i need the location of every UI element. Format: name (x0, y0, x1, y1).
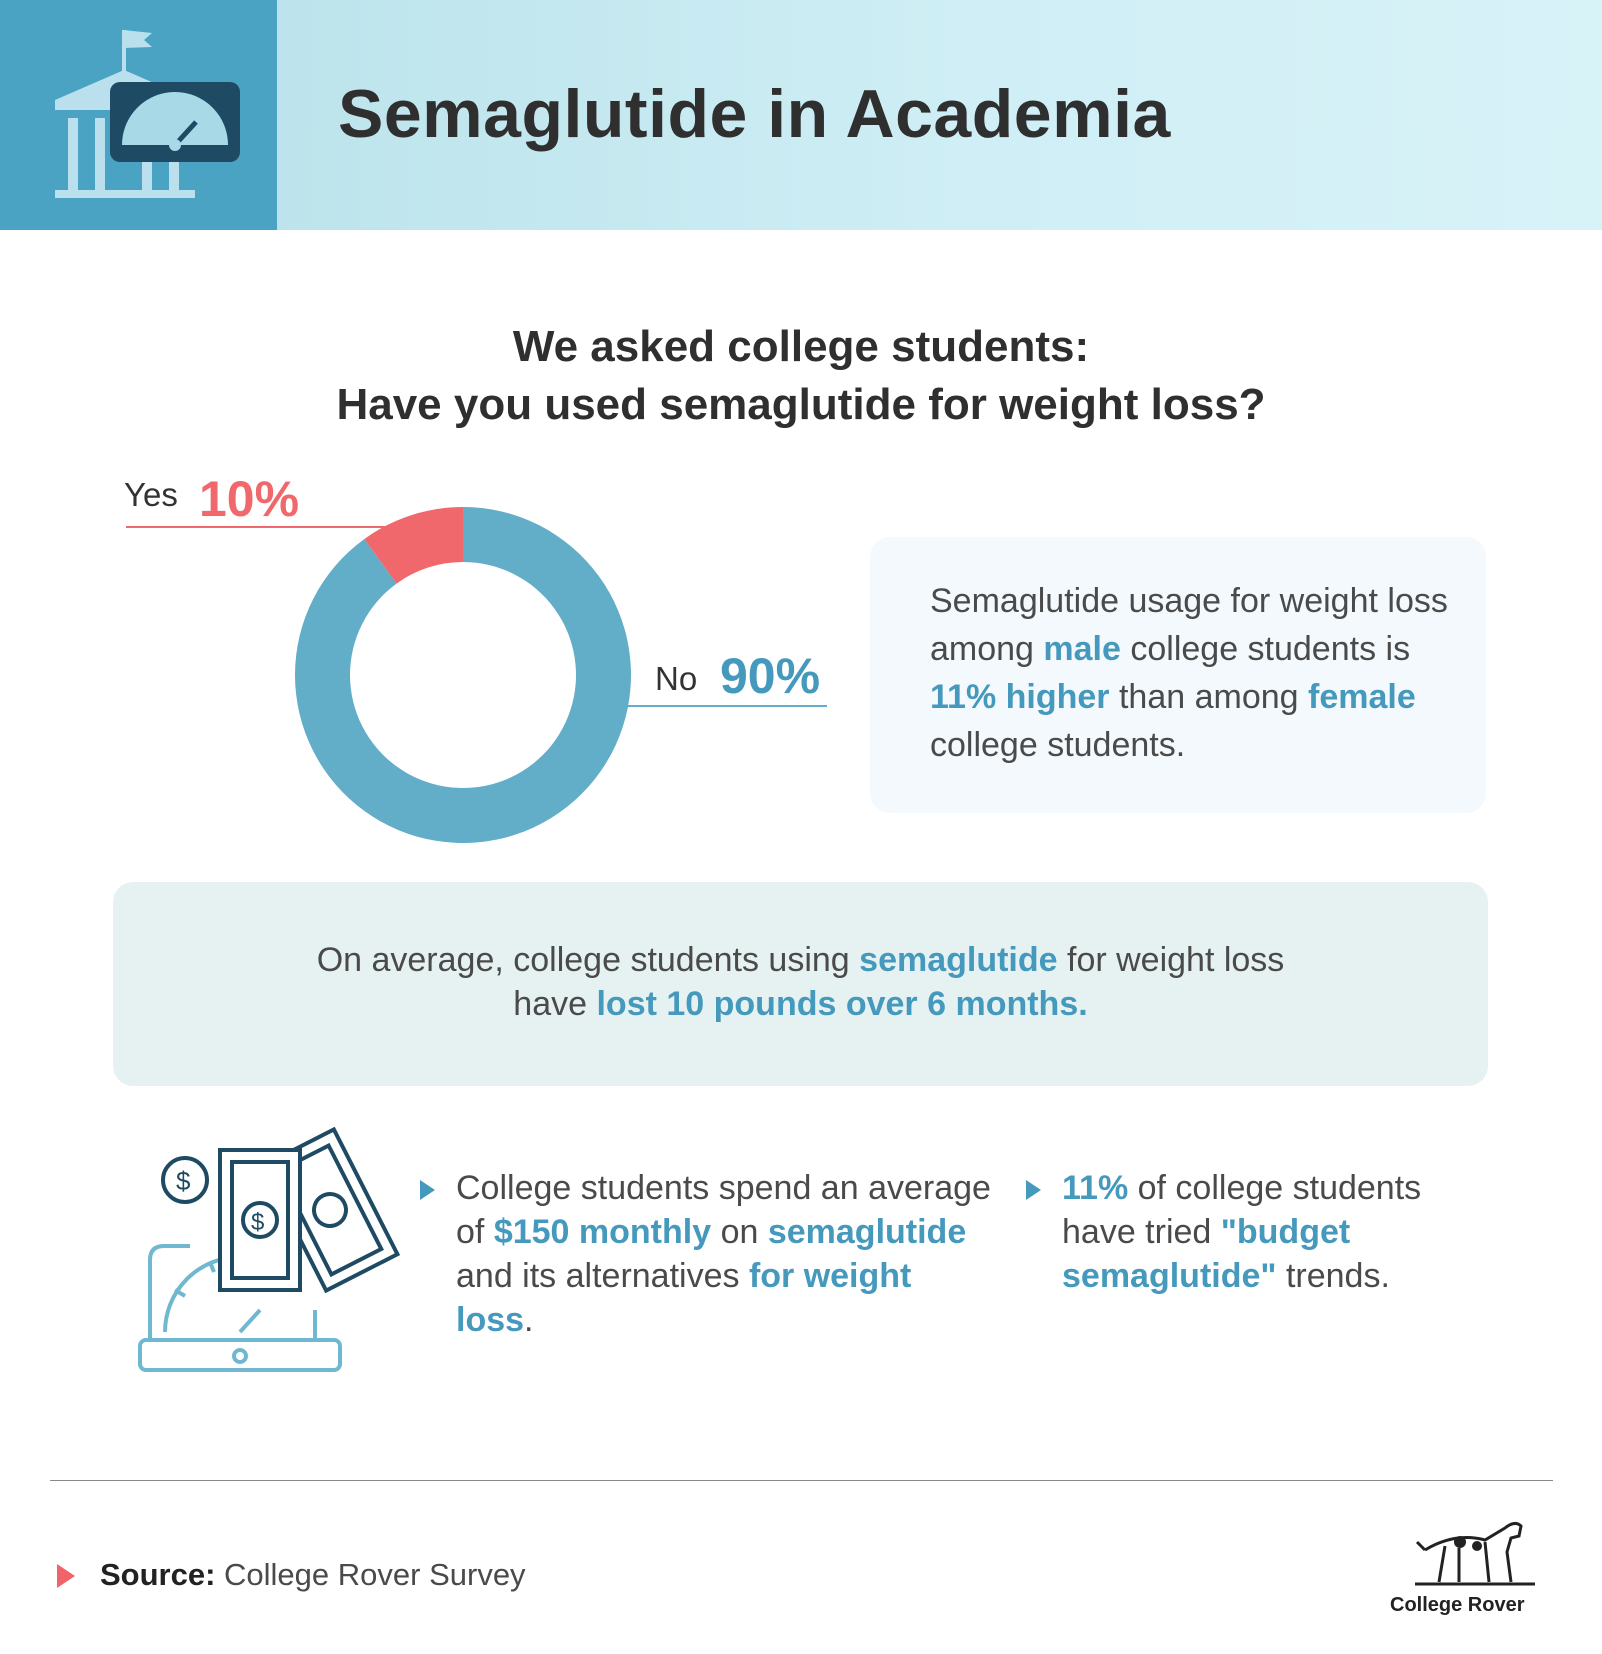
page-title: Semaglutide in Academia (338, 76, 1171, 152)
svg-text:$: $ (176, 1166, 191, 1196)
money-scale-icon (130, 1110, 400, 1380)
average-loss-text: On average, college students using semaglutide for weight loss have lost 10 pounds over 6 months. (316, 941, 1285, 1023)
footer-divider (50, 1480, 1553, 1481)
source-note: Source: College Rover Survey (100, 1557, 526, 1592)
no-label: No (655, 660, 698, 697)
question-line-2: Have you used semaglutide for weight loss? (336, 380, 1266, 429)
budget-trend-text: 11% of college students have tried "budget semaglutide" trends. (1062, 1169, 1422, 1295)
dog-logo-icon (1415, 1512, 1535, 1592)
yes-label: Yes (124, 476, 178, 513)
donut-chart (0, 0, 900, 860)
bullet-arrow-icon (420, 1180, 435, 1200)
question-line-1: We asked college students: (512, 322, 1090, 371)
svg-text:$: $ (251, 1209, 265, 1236)
no-percent: 90% (720, 648, 821, 704)
yes-percent: 10% (199, 471, 300, 527)
average-loss-card (113, 882, 1488, 1086)
brand-logo-text: College Rover (1390, 1594, 1525, 1616)
spending-stat-text: College students spend an average of $150 monthly on semaglutide and its alternatives for weight loss. (456, 1169, 991, 1339)
bullet-arrow-icon (1026, 1180, 1041, 1200)
source-arrow-icon (57, 1564, 75, 1588)
gender-stat-text: Semaglutide usage for weight loss among male college students is 11% higher than among female college students. (930, 582, 1448, 764)
gender-stat-card (870, 537, 1486, 813)
